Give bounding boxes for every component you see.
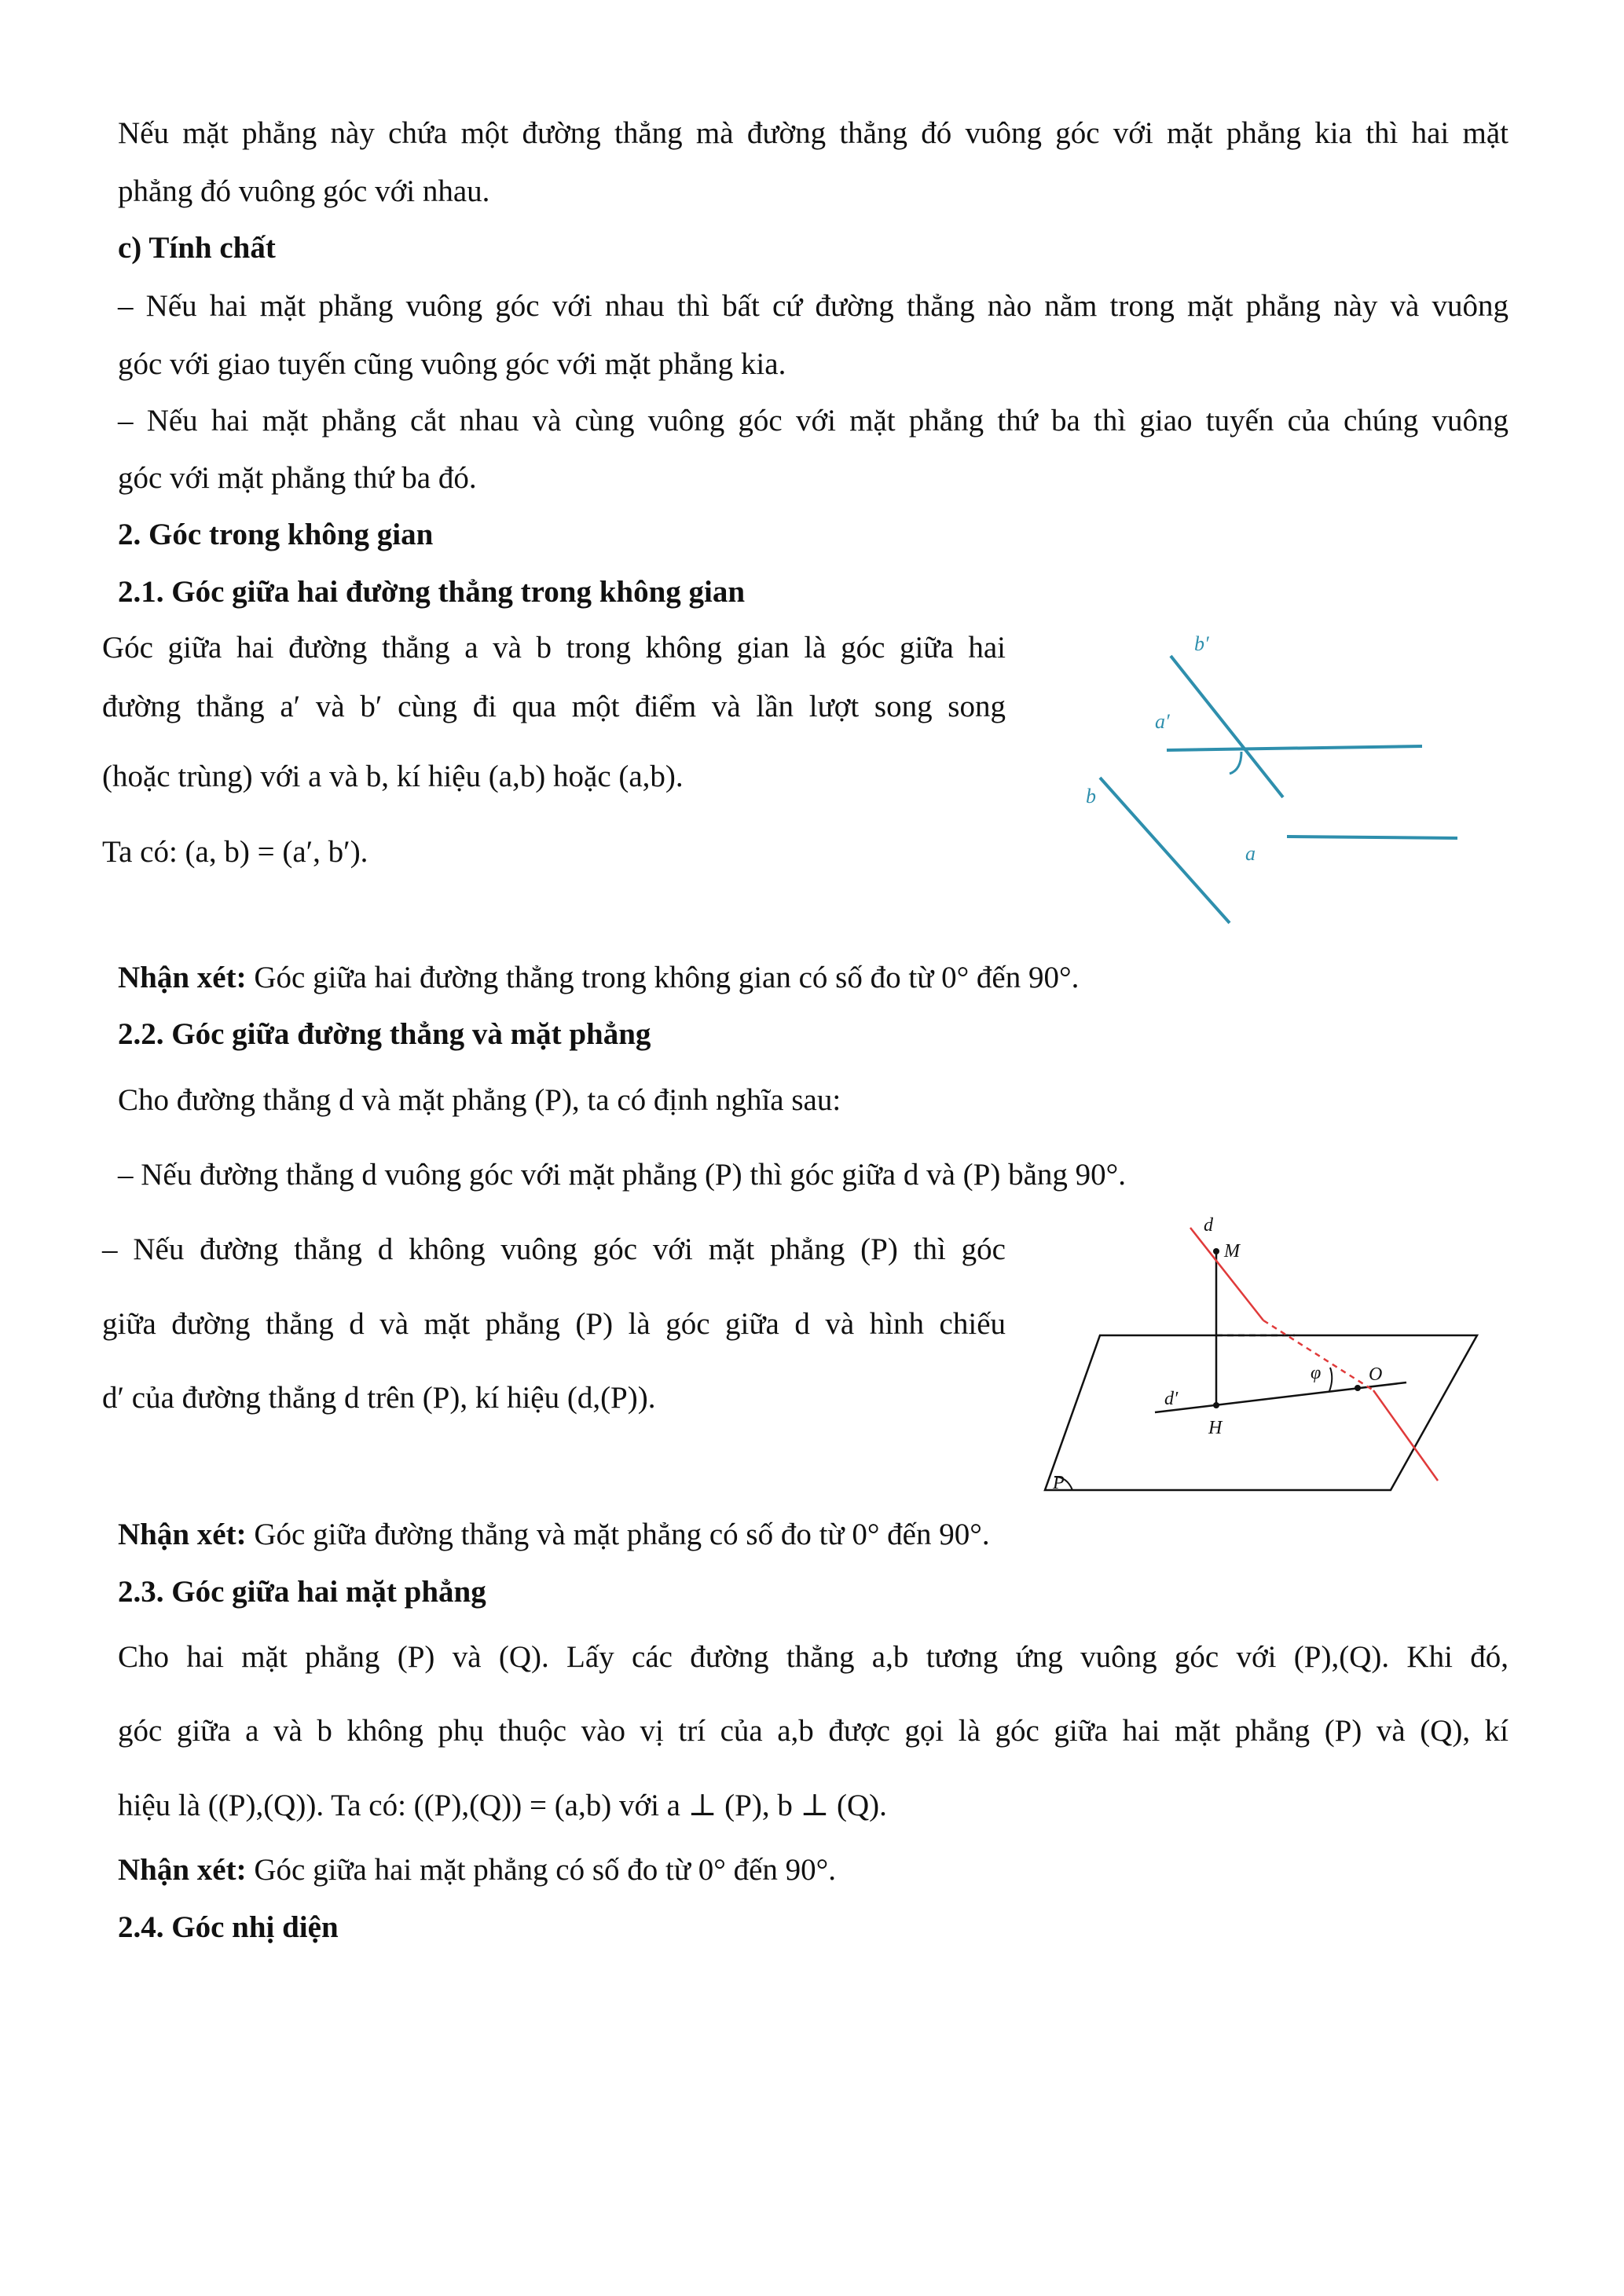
property-line: – Nếu hai mặt phẳng vuông góc với nhau thì bất cứ đường thẳng nào nằm trong mặt phẳng này và vuông xyxy=(118,289,1509,323)
definition-line: – Nếu đường thẳng d vuông góc với mặt phẳng (P) thì góc giữa d và (P) bằng 90°. xyxy=(118,1158,1127,1192)
definition-line: đường thẳng a′ và b′ cùng đi qua một điểm và lần lượt song song xyxy=(102,690,1006,723)
definition-line: góc giữa a và b không phụ thuộc vào vị trí của a,b được gọi là góc giữa hai mặt phẳng (P) và (Q), kí xyxy=(118,1714,1509,1748)
remark-line xyxy=(118,1516,990,1554)
label-d: d xyxy=(1204,1215,1213,1236)
remark-text: Góc giữa hai đường thẳng trong không gian có số đo từ 0° đến 90°. xyxy=(246,961,1080,994)
line-b xyxy=(1100,778,1230,923)
remark-label: Nhận xét: xyxy=(118,1853,247,1887)
label-H: H xyxy=(1208,1418,1223,1438)
heading-section-2-3: 2.3. Góc giữa hai mặt phẳng xyxy=(118,1575,486,1609)
label-phi: φ xyxy=(1311,1363,1322,1383)
line-a-prime xyxy=(1167,746,1422,750)
label-d-prime: d′ xyxy=(1164,1389,1179,1409)
heading-section-2-2: 2.2. Góc giữa đường thẳng và mặt phẳng xyxy=(118,1017,651,1051)
formula-line: hiệu là ((P),(Q)). Ta có: ((P),(Q)) = (a,b) với a ⊥ (P), b ⊥ (Q). xyxy=(118,1789,887,1822)
label-a: a xyxy=(1245,842,1256,865)
point-M xyxy=(1213,1248,1219,1254)
label-M: M xyxy=(1224,1241,1240,1262)
label-b-prime: b′ xyxy=(1194,632,1209,655)
property-line: góc với mặt phẳng thứ ba đó. xyxy=(118,461,477,495)
label-a-prime: a′ xyxy=(1155,710,1170,733)
remark-line xyxy=(118,959,1079,997)
definition-line: Cho đường thẳng d và mặt phẳng (P), ta có định nghĩa sau: xyxy=(118,1083,841,1117)
definition-line: (hoặc trùng) với a và b, kí hiệu (a,b) hoặc (a,b). xyxy=(102,760,684,793)
heading-section-2-1: 2.1. Góc giữa hai đường thẳng trong không gian xyxy=(118,575,746,609)
remark-label: Nhận xét: xyxy=(118,1518,247,1551)
label-O: O xyxy=(1369,1364,1383,1385)
paragraph-line: Nếu mặt phẳng này chứa một đường thẳng mà đường thẳng đó vuông góc với mặt phẳng kia thì hai mặt xyxy=(118,116,1509,150)
definition-line: giữa đường thẳng d và mặt phẳng (P) là góc giữa d và hình chiếu xyxy=(102,1307,1006,1341)
formula-line: Ta có: (a, b) = (a′, b′). xyxy=(102,835,368,869)
point-H xyxy=(1213,1402,1219,1408)
remark-text: Góc giữa đường thẳng và mặt phẳng có số đo từ 0° đến 90°. xyxy=(246,1518,990,1551)
line-d-below xyxy=(1373,1390,1438,1481)
remark-label: Nhận xét: xyxy=(118,961,247,994)
label-P: P xyxy=(1053,1473,1065,1493)
definition-line: – Nếu đường thẳng d không vuông góc với mặt phẳng (P) thì góc xyxy=(102,1232,1006,1266)
angle-arc xyxy=(1230,752,1241,774)
heading-section-2-4: 2.4. Góc nhị diện xyxy=(118,1910,339,1944)
property-line: – Nếu hai mặt phẳng cắt nhau và cùng vuông góc với mặt phẳng thứ ba thì giao tuyến của chúng vuông xyxy=(118,404,1509,438)
label-b: b xyxy=(1086,785,1096,807)
figure-line-plane-angle xyxy=(1029,1214,1501,1504)
paragraph-line: phẳng đó vuông góc với nhau. xyxy=(118,174,490,208)
definition-line: Cho hai mặt phẳng (P) và (Q). Lấy các đường thẳng a,b tương ứng vuông góc với (P),(Q). Khi đó, xyxy=(118,1640,1509,1674)
point-O xyxy=(1355,1385,1361,1391)
heading-section-2: 2. Góc trong không gian xyxy=(118,518,434,551)
angle-phi-arc xyxy=(1329,1368,1332,1391)
remark-text: Góc giữa hai mặt phẳng có số đo từ 0° đến 90°. xyxy=(246,1853,837,1887)
heading-properties: c) Tính chất xyxy=(118,231,276,265)
figure-angle-two-lines xyxy=(1053,621,1493,935)
definition-line: Góc giữa hai đường thẳng a và b trong không gian là góc giữa hai xyxy=(102,631,1006,665)
line-b-prime xyxy=(1171,656,1283,797)
property-line: góc với giao tuyến cũng vuông góc với mặt phẳng kia. xyxy=(118,347,786,381)
definition-line: d′ của đường thẳng d trên (P), kí hiệu (d,(P)). xyxy=(102,1381,656,1415)
line-a xyxy=(1287,837,1457,838)
remark-line xyxy=(118,1851,836,1889)
plane-P xyxy=(1045,1335,1477,1490)
